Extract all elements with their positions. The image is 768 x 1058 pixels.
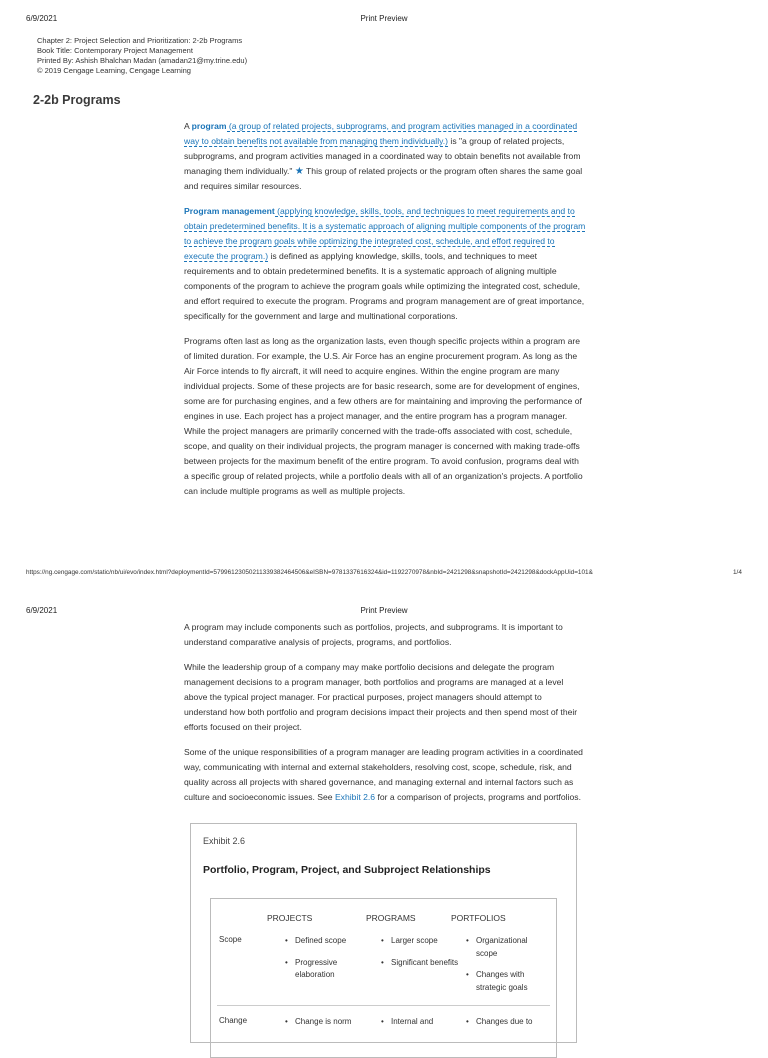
- exhibit-box: [190, 823, 577, 1043]
- cell-change-programs: [381, 1016, 461, 1038]
- meta-printed-by: Printed By: Ashish Bhalchan Madan (amadan21@my.trine.edu): [37, 56, 248, 65]
- cell-scope-programs: [381, 935, 461, 978]
- list-item: • Defined scope: [285, 935, 371, 948]
- list-item: • Organizational scope: [466, 935, 546, 960]
- book-metadata: [37, 36, 247, 76]
- page2-body: [184, 620, 586, 815]
- list-item: • Larger scope: [381, 935, 461, 948]
- meta-copyright: © 2019 Cengage Learning, Cengage Learning: [37, 66, 191, 75]
- cell-change-portfolios: [466, 1016, 546, 1038]
- row-label-scope: Scope: [219, 935, 242, 944]
- glossary-definition-program-management[interactable]: (applying knowledge, skills, tools, and techniques to meet requirements and to obtain predetermined benefits. It is a systematic approach of aligning multiple components of the program to achieve the program goals while optimizing the integrated cost, schedule, and effort required to execute the program.): [184, 206, 586, 261]
- para-text: is defined as applying knowledge, skills, tools, and techniques to meet requirements and to obtain predetermined benefits. It is a systematic approach of aligning multiple components of the program to achieve the program goals while optimizing the integrated cost, schedule, and effort required to execute the program. Programs and program management are of great importance, specifically for the government and large and multinational corporations.: [184, 251, 585, 321]
- meta-book-title: Book Title: Contemporary Project Management: [37, 46, 193, 55]
- comparison-table: [210, 898, 557, 1058]
- star-icon[interactable]: ★: [294, 166, 304, 177]
- page1-header-title: Print Preview: [360, 14, 408, 23]
- responsibilities-paragraph: [184, 745, 586, 805]
- para-text: for a comparison of projects, programs and portfolios.: [375, 792, 581, 802]
- list-item: • Internal and: [381, 1016, 461, 1029]
- glossary-definition-program[interactable]: (a group of related projects, subprograms, and program activities managed in a coordinated way to obtain benefits not available from managing them individually.): [184, 121, 578, 146]
- column-header-portfolios: PORTFOLIOS: [451, 913, 506, 923]
- list-item: • Changes due to: [466, 1016, 546, 1029]
- page2-header-title: Print Preview: [360, 606, 408, 615]
- page2-header-date: 6/9/2021: [26, 606, 58, 615]
- row-divider: [217, 1005, 550, 1006]
- cell-change-projects: [285, 1016, 371, 1038]
- page1-body: [184, 119, 586, 509]
- meta-chapter: Chapter 2: Project Selection and Prioritization: 2-2b Programs: [37, 36, 243, 45]
- exhibit-title: Portfolio, Program, Project, and Subproject Relationships: [203, 864, 491, 876]
- para-text: A: [184, 121, 192, 131]
- glossary-term-program-management[interactable]: Program management: [184, 206, 275, 216]
- program-paragraph: [184, 119, 586, 194]
- program-management-paragraph: [184, 204, 586, 324]
- page1-header-date: 6/9/2021: [26, 14, 58, 23]
- exhibit-label: Exhibit 2.6: [203, 836, 246, 846]
- column-header-projects: PROJECTS: [267, 913, 313, 923]
- list-item: • Significant benefits: [381, 957, 461, 970]
- section-title: 2-2b Programs: [33, 93, 121, 107]
- row-label-change: Change: [219, 1016, 248, 1025]
- para-text: Some of the unique responsibilities of a program manager are leading program activities in a coordinated way, communicating with internal and external stakeholders, resolving cost, scope, schedule, risk, and quality across all projects with shared governance, and managing external and internal factors such as culture and socioeconomic issues. See: [184, 747, 583, 802]
- footer-page-number: 1/4: [733, 569, 742, 576]
- leadership-paragraph: While the leadership group of a company may make portfolio decisions and delegate the program management decisions to a program manager, both portfolios and programs are managed at a level above the typical project manager. For practical purposes, project managers should attempt to understand how both portfolio and program decisions impact their projects and then spend most of their efforts focused on their project.: [184, 662, 578, 732]
- list-item: • Progressive elaboration: [285, 957, 371, 982]
- components-paragraph: A program may include components such as portfolios, projects, and subprograms. It is important to understand comparative analysis of projects, programs, and portfolios.: [184, 622, 563, 647]
- list-item: • Change is norm: [285, 1016, 371, 1029]
- para-text: This group of related projects or the program often shares the same goal and requires similar resources.: [184, 166, 583, 191]
- footer-url: https://ng.cengage.com/static/nb/ui/evo/index.html?deploymentId=57996123050211339382464506&eISBN=9781337616324&id=1192270978&nbId=2421298&snapshotId=2421298&dockAppUid=101&: [26, 569, 593, 576]
- column-header-programs: PROGRAMS: [366, 913, 416, 923]
- glossary-term-program[interactable]: program: [191, 121, 227, 131]
- cell-scope-portfolios: [466, 935, 546, 1003]
- para-text: is "a group of related projects, subprograms, and program activities managed in a coordinated way to obtain benefits not available from managing them individually.": [184, 136, 581, 176]
- programs-duration-paragraph: Programs often last as long as the organization lasts, even though specific projects within a program are of limited duration. For example, the U.S. Air Force has an engine procurement program. As long as the Air Force intends to fly aircraft, it will need to acquire engines. Within the engine program are many individual projects. Some of these projects are for basic research, some are for development of engines, some are for purchasing engines, and a few others are for maintaining and improving the performance of engines in use. Each project has a project manager, and the entire program has a program manager. While the project managers are primarily concerned with the trade-offs associated with cost, schedule, scope, and quality on their individual projects, the program manager is concerned with making trade-offs between projects for the maximum benefit of the entire program. To avoid confusion, programs deal with a specific group of related projects, while a portfolio deals with all of an organization's projects. A portfolio can include multiple programs as well as multiple projects.: [184, 336, 583, 496]
- list-item: • Changes with strategic goals: [466, 969, 546, 994]
- exhibit-link[interactable]: Exhibit 2.6: [334, 792, 376, 802]
- cell-scope-projects: [285, 935, 371, 991]
